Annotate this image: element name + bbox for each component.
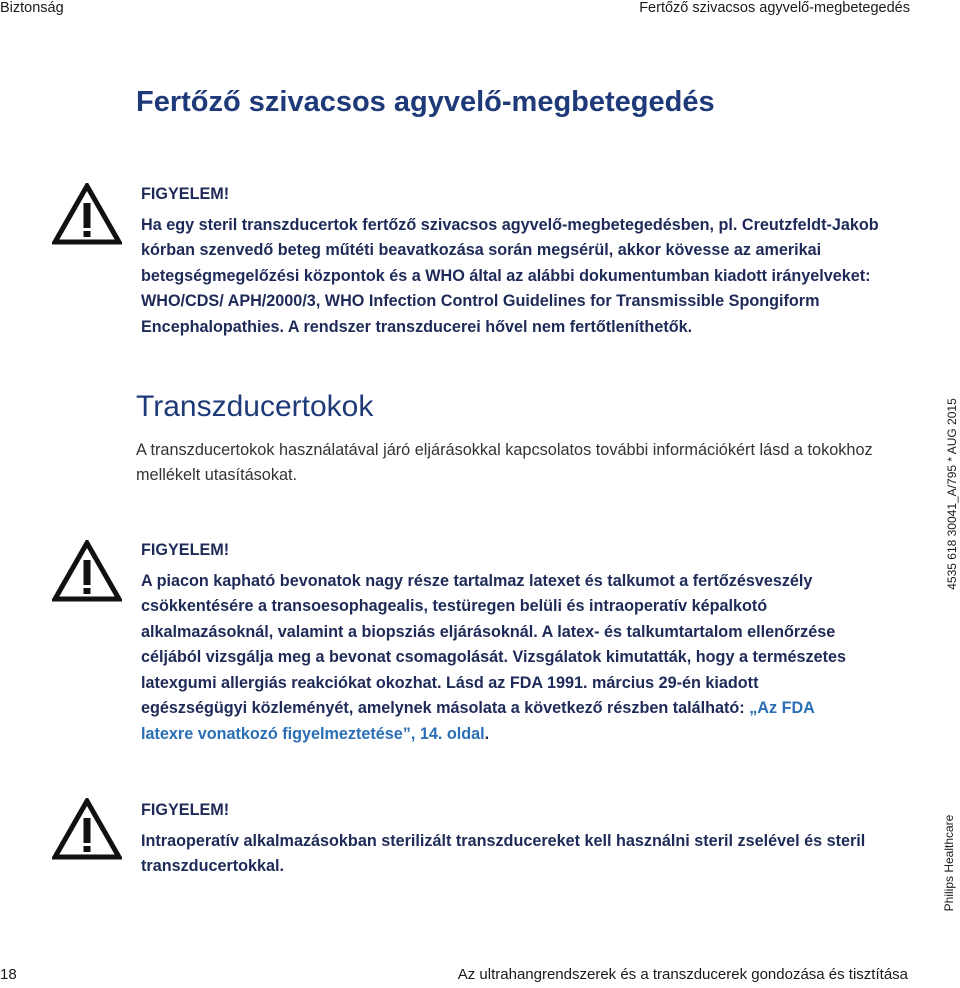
- footer-title: Az ultrahangrendszerek és a transzducerek gondozása és tisztítása: [457, 966, 908, 983]
- section-title: Transzducertokok: [136, 390, 374, 423]
- warning-triangle-icon: [52, 183, 122, 245]
- page-title: Fertőző szivacsos agyvelő-megbetegedés: [136, 86, 715, 118]
- warning-text: [141, 569, 866, 748]
- company-name: Philips Healthcare: [942, 814, 956, 912]
- document-id: 4535 618 30041_A/795 * AUG 2015: [945, 398, 959, 590]
- header-topic-label: Fertőző szivacsos agyvelő-megbetegedés: [639, 0, 910, 16]
- warning-text: Ha egy steril transzducertok fertőző szivacsos agyvelő-megbetegedésben, pl. Creutzfeldt-Jakob kórban szenvedő beteg műtéti beavatkozása során megsérül, akkor kövesse az amerikai betegségmegelőzési központok és a WHO által az alábbi dokumentumban kiadott irányelveket: WHO/CDS/ APH/2000/3, WHO Infection Control Guidelines for Transmissible Spongiform Encephalopathies. A rendszer transzducerei hővel nem fertőtleníthetők.: [141, 215, 879, 336]
- warning-triangle-icon: [52, 798, 122, 860]
- page-number: 18: [0, 966, 17, 983]
- warning-label: FIGYELEM!: [141, 185, 230, 203]
- warning-text-end: .: [484, 724, 490, 743]
- section-paragraph: A transzducertokok használatával járó eljárásokkal kapcsolatos további információkért lásd a tokokhoz mellékelt utasításokat.: [136, 441, 873, 484]
- warning-text-main: A piacon kapható bevonatok nagy része tartalmaz latexet és talkumot a fertőzésveszély csökkentésére a transoesophagealis, testüregen belüli és intraoperatív képalkotó alkalmazásoknál, valamint a biopsziás eljárásoknál. A latex- és talkumtartalom ellenőrzése céljából vizsgálja meg a bevonat csomagolását. Vizsgálatok kimutatták, hogy a természetes latexgumi allergiás reakciókat okozhat. Lásd az FDA 1991. március 29-én kiadott egészségügyi közleményét, amelynek másolata a következő részben található:: [141, 571, 847, 717]
- warning-label: FIGYELEM!: [141, 541, 230, 559]
- warning-text: Intraoperatív alkalmazásokban sterilizált transzducereket kell használni steril zselével és steril transzducertokkal.: [141, 831, 866, 875]
- warning-label: FIGYELEM!: [141, 801, 230, 819]
- warning-triangle-icon: [52, 540, 122, 602]
- fda-latex-warning-link[interactable]: „Az FDA latexre vonatkozó figyelmeztetése”, 14. oldal: [141, 699, 815, 743]
- header-section-label: Biztonság: [0, 0, 64, 16]
